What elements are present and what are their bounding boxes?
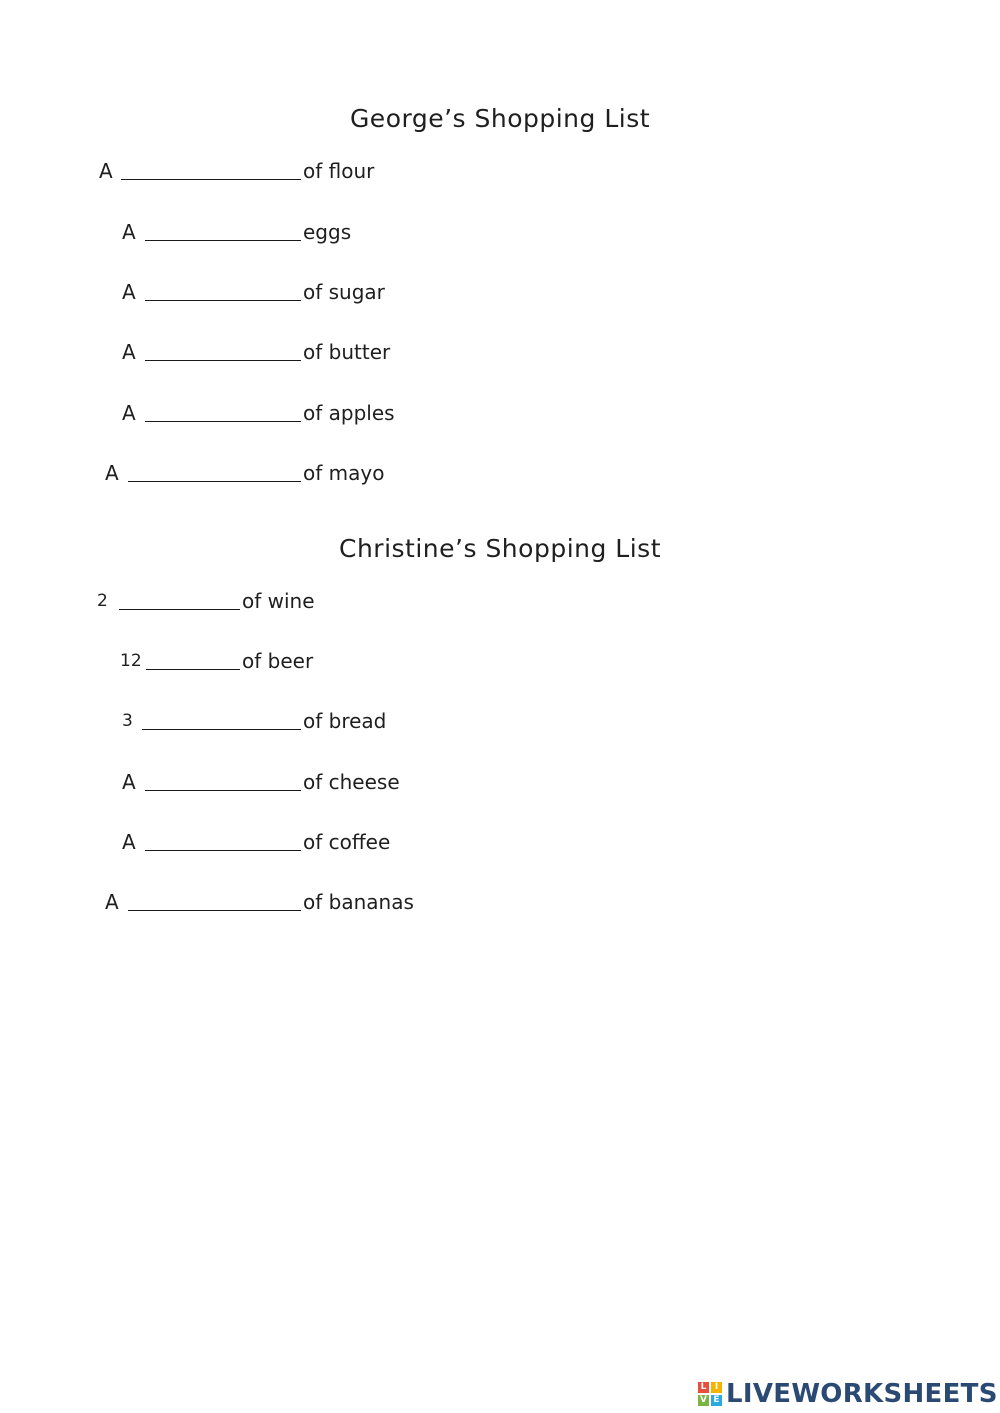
item-quantity: A <box>105 461 119 485</box>
answer-blank[interactable] <box>146 669 240 670</box>
item-quantity: A <box>105 890 119 914</box>
item-quantity: A <box>122 770 136 794</box>
item-label: of mayo <box>303 461 385 485</box>
item-quantity: 12 <box>120 651 142 671</box>
item-quantity: A <box>122 220 136 244</box>
answer-blank[interactable] <box>142 729 301 730</box>
item-quantity: A <box>99 159 113 183</box>
item-quantity: A <box>122 830 136 854</box>
item-label: of bread <box>303 709 387 733</box>
answer-blank[interactable] <box>145 300 301 301</box>
logo-tile-l: L <box>698 1382 709 1393</box>
answer-blank[interactable] <box>145 421 301 422</box>
answer-blank[interactable] <box>145 240 301 241</box>
answer-blank[interactable] <box>128 910 301 911</box>
answer-blank[interactable] <box>145 790 301 791</box>
item-quantity: 2 <box>97 591 108 611</box>
logo-tile-e: E <box>711 1395 722 1406</box>
item-label: of butter <box>303 340 391 364</box>
logo-tile-i: I <box>711 1382 722 1393</box>
item-label: of cheese <box>303 770 400 794</box>
item-label: of flour <box>303 159 375 183</box>
item-label: of beer <box>242 649 314 673</box>
answer-blank[interactable] <box>121 179 301 180</box>
logo-tile-v: V <box>698 1395 709 1406</box>
item-label: of coffee <box>303 830 391 854</box>
liveworksheets-logo-icon <box>698 1382 722 1406</box>
item-label: of bananas <box>303 890 414 914</box>
george-list-title: George’s Shopping List <box>349 104 651 133</box>
item-label: of sugar <box>303 280 385 304</box>
christine-list-title: Christine’s Shopping List <box>339 534 661 563</box>
answer-blank[interactable] <box>145 360 301 361</box>
answer-blank[interactable] <box>119 609 240 610</box>
brand-name: LIVEWORKSHEETS <box>726 1379 998 1409</box>
item-quantity: A <box>122 401 136 425</box>
answer-blank[interactable] <box>128 481 301 482</box>
item-quantity: 3 <box>122 711 133 731</box>
item-label: of wine <box>242 589 315 613</box>
answer-blank[interactable] <box>145 850 301 851</box>
liveworksheets-logo <box>698 1376 998 1412</box>
item-quantity: A <box>122 340 136 364</box>
item-quantity: A <box>122 280 136 304</box>
item-label: eggs <box>303 220 352 244</box>
item-label: of apples <box>303 401 395 425</box>
